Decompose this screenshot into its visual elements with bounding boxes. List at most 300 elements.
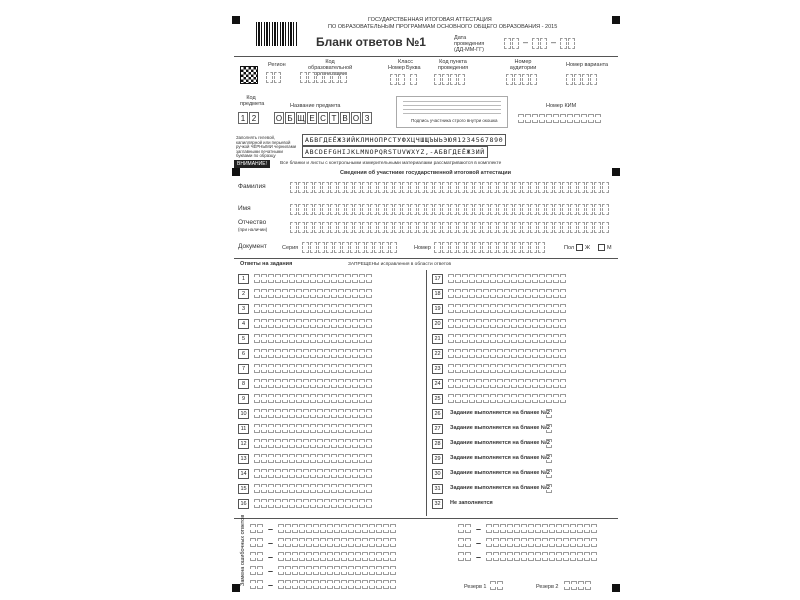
input-cell[interactable] xyxy=(314,204,321,215)
answer-cell[interactable] xyxy=(525,289,531,298)
answer-cell[interactable] xyxy=(345,319,351,328)
answer-cell[interactable] xyxy=(504,379,510,388)
answer-cell[interactable] xyxy=(268,409,274,418)
answer-cell[interactable] xyxy=(317,454,323,463)
input-cell[interactable] xyxy=(426,222,433,233)
answer-cell[interactable] xyxy=(299,580,305,589)
answer-cell[interactable] xyxy=(341,538,347,547)
answer-row[interactable] xyxy=(254,334,372,343)
answer-cell[interactable] xyxy=(455,349,461,358)
answer-cell[interactable] xyxy=(331,454,337,463)
answer-cell[interactable] xyxy=(338,499,344,508)
answer-cell[interactable] xyxy=(511,304,517,313)
answer-cell[interactable] xyxy=(366,469,372,478)
answer-cell[interactable] xyxy=(261,379,267,388)
answer-cell[interactable] xyxy=(278,580,284,589)
answer-cell[interactable] xyxy=(310,379,316,388)
input-cell[interactable] xyxy=(514,222,521,233)
input-cell[interactable] xyxy=(402,222,409,233)
answer-cell[interactable] xyxy=(289,304,295,313)
answer-cell[interactable] xyxy=(345,274,351,283)
part2-mark[interactable] xyxy=(546,454,552,463)
answer-cell[interactable] xyxy=(476,334,482,343)
answer-cell[interactable] xyxy=(352,379,358,388)
answer-cell[interactable] xyxy=(584,552,590,561)
input-cell[interactable] xyxy=(602,204,609,215)
answer-cell[interactable] xyxy=(306,566,312,575)
answer-cell[interactable] xyxy=(521,524,527,533)
answer-cell[interactable] xyxy=(483,304,489,313)
answer-cell[interactable] xyxy=(250,566,256,575)
answer-cell[interactable] xyxy=(549,552,555,561)
replacement-number-cells[interactable] xyxy=(458,538,471,547)
answer-cell[interactable] xyxy=(362,524,368,533)
answer-cell[interactable] xyxy=(486,552,492,561)
input-cell[interactable] xyxy=(386,204,393,215)
answer-cell[interactable] xyxy=(390,566,396,575)
answer-cell[interactable] xyxy=(448,349,454,358)
answer-cell[interactable] xyxy=(254,349,260,358)
answer-cell[interactable] xyxy=(359,319,365,328)
answer-cell[interactable] xyxy=(366,484,372,493)
answer-cell[interactable] xyxy=(275,469,281,478)
answer-cell[interactable] xyxy=(359,469,365,478)
answer-cell[interactable] xyxy=(493,538,499,547)
replacement-answer-cells[interactable] xyxy=(486,524,597,533)
answer-cell[interactable] xyxy=(254,334,260,343)
org-code-field[interactable] xyxy=(300,72,347,83)
answer-cell[interactable] xyxy=(511,289,517,298)
input-cell[interactable] xyxy=(554,222,561,233)
reserve1-field[interactable] xyxy=(490,581,503,590)
answer-cell[interactable] xyxy=(310,349,316,358)
answer-cell[interactable] xyxy=(490,319,496,328)
answer-cell[interactable] xyxy=(278,552,284,561)
answer-cell[interactable] xyxy=(310,424,316,433)
answer-cell[interactable] xyxy=(490,379,496,388)
answer-cell[interactable] xyxy=(275,364,281,373)
answer-cell[interactable] xyxy=(275,439,281,448)
answer-cell[interactable] xyxy=(465,524,471,533)
answer-cell[interactable] xyxy=(359,394,365,403)
answer-cell[interactable] xyxy=(532,289,538,298)
input-cell[interactable] xyxy=(586,204,593,215)
answer-cell[interactable] xyxy=(289,289,295,298)
answer-cell[interactable] xyxy=(341,580,347,589)
answer-cell[interactable] xyxy=(299,552,305,561)
answer-cell[interactable] xyxy=(303,469,309,478)
answer-cell[interactable] xyxy=(268,319,274,328)
answer-cell[interactable] xyxy=(275,499,281,508)
answer-cell[interactable] xyxy=(366,304,372,313)
answer-cell[interactable] xyxy=(369,538,375,547)
replacement-number-cells[interactable] xyxy=(250,538,263,547)
answer-cell[interactable] xyxy=(556,552,562,561)
answer-cell[interactable] xyxy=(261,454,267,463)
answer-row[interactable] xyxy=(448,364,566,373)
answer-cell[interactable] xyxy=(490,304,496,313)
answer-cell[interactable] xyxy=(289,364,295,373)
answer-cell[interactable] xyxy=(483,364,489,373)
point-code-field[interactable] xyxy=(434,74,465,85)
answer-cell[interactable] xyxy=(317,364,323,373)
answer-cell[interactable] xyxy=(275,484,281,493)
answer-cell[interactable] xyxy=(327,566,333,575)
answer-cell[interactable] xyxy=(448,394,454,403)
input-cell[interactable] xyxy=(450,222,457,233)
answer-cell[interactable] xyxy=(338,409,344,418)
answer-cell[interactable] xyxy=(352,484,358,493)
answer-cell[interactable] xyxy=(500,538,506,547)
answer-row[interactable] xyxy=(254,319,372,328)
room-number-field[interactable] xyxy=(506,74,537,85)
answer-cell[interactable] xyxy=(268,499,274,508)
answer-cell[interactable] xyxy=(539,364,545,373)
answer-cell[interactable] xyxy=(345,454,351,463)
answer-cell[interactable] xyxy=(542,552,548,561)
answer-cell[interactable] xyxy=(254,394,260,403)
answer-cell[interactable] xyxy=(296,334,302,343)
replacement-answer-cells[interactable] xyxy=(278,538,396,547)
answer-cell[interactable] xyxy=(577,524,583,533)
input-cell[interactable] xyxy=(522,222,529,233)
class-field[interactable] xyxy=(390,74,417,85)
input-cell[interactable] xyxy=(434,182,441,193)
input-cell[interactable] xyxy=(522,242,529,253)
answer-cell[interactable] xyxy=(278,566,284,575)
answer-cell[interactable] xyxy=(553,289,559,298)
answer-cell[interactable] xyxy=(317,349,323,358)
answer-cell[interactable] xyxy=(348,566,354,575)
input-cell[interactable] xyxy=(458,242,465,253)
subject-name-field[interactable]: О Б Щ Е С Т В О З xyxy=(274,112,372,124)
answer-cell[interactable] xyxy=(317,484,323,493)
answer-cell[interactable] xyxy=(455,379,461,388)
part2-mark[interactable] xyxy=(546,469,552,478)
input-cell[interactable] xyxy=(474,182,481,193)
answer-cell[interactable] xyxy=(285,566,291,575)
answer-cell[interactable] xyxy=(292,566,298,575)
answer-cell[interactable] xyxy=(250,524,256,533)
input-cell[interactable] xyxy=(530,222,537,233)
answer-row[interactable] xyxy=(254,409,372,418)
answer-cell[interactable] xyxy=(317,499,323,508)
answer-cell[interactable] xyxy=(331,379,337,388)
answer-cell[interactable] xyxy=(591,552,597,561)
input-cell[interactable] xyxy=(594,182,601,193)
answer-cell[interactable] xyxy=(376,538,382,547)
number-field[interactable] xyxy=(434,242,545,253)
answer-cell[interactable] xyxy=(306,552,312,561)
answer-cell[interactable] xyxy=(546,364,552,373)
answer-cell[interactable] xyxy=(306,580,312,589)
answer-cell[interactable] xyxy=(476,304,482,313)
answer-cell[interactable] xyxy=(289,424,295,433)
answer-cell[interactable] xyxy=(556,538,562,547)
input-cell[interactable] xyxy=(330,204,337,215)
answer-cell[interactable] xyxy=(546,394,552,403)
answer-cell[interactable] xyxy=(507,538,513,547)
answer-cell[interactable] xyxy=(250,580,256,589)
answer-cell[interactable] xyxy=(500,552,506,561)
answer-cell[interactable] xyxy=(254,454,260,463)
answer-cell[interactable] xyxy=(282,439,288,448)
part2-mark[interactable] xyxy=(546,409,552,418)
answer-cell[interactable] xyxy=(532,334,538,343)
input-cell[interactable] xyxy=(442,222,449,233)
input-cell[interactable] xyxy=(466,222,473,233)
answer-cell[interactable] xyxy=(383,552,389,561)
answer-cell[interactable] xyxy=(366,409,372,418)
answer-cell[interactable] xyxy=(542,524,548,533)
answer-cell[interactable] xyxy=(366,274,372,283)
answer-cell[interactable] xyxy=(261,409,267,418)
input-cell[interactable] xyxy=(482,242,489,253)
answer-cell[interactable] xyxy=(282,319,288,328)
answer-cell[interactable] xyxy=(254,319,260,328)
answer-cell[interactable] xyxy=(352,424,358,433)
answer-cell[interactable] xyxy=(296,364,302,373)
answer-cell[interactable] xyxy=(458,538,464,547)
answer-cell[interactable] xyxy=(352,304,358,313)
input-cell[interactable] xyxy=(586,222,593,233)
answer-cell[interactable] xyxy=(324,454,330,463)
answer-cell[interactable] xyxy=(303,484,309,493)
answer-cell[interactable] xyxy=(359,409,365,418)
answer-cell[interactable] xyxy=(348,580,354,589)
answer-cell[interactable] xyxy=(553,379,559,388)
answer-cell[interactable] xyxy=(462,379,468,388)
answer-cell[interactable] xyxy=(359,304,365,313)
input-cell[interactable] xyxy=(538,242,545,253)
answer-cell[interactable] xyxy=(289,409,295,418)
answer-cell[interactable] xyxy=(327,524,333,533)
answer-cell[interactable] xyxy=(366,364,372,373)
answer-cell[interactable] xyxy=(320,566,326,575)
input-cell[interactable] xyxy=(442,182,449,193)
answer-cell[interactable] xyxy=(497,349,503,358)
input-cell[interactable] xyxy=(370,222,377,233)
answer-row[interactable] xyxy=(448,394,566,403)
answer-cell[interactable] xyxy=(289,499,295,508)
answer-row[interactable] xyxy=(254,439,372,448)
answer-cell[interactable] xyxy=(296,379,302,388)
input-cell[interactable] xyxy=(578,204,585,215)
answer-cell[interactable] xyxy=(366,454,372,463)
answer-cell[interactable] xyxy=(532,364,538,373)
answer-cell[interactable] xyxy=(352,469,358,478)
replacement-number-cells[interactable] xyxy=(250,524,263,533)
answer-cell[interactable] xyxy=(282,424,288,433)
answer-cell[interactable] xyxy=(528,524,534,533)
answer-cell[interactable] xyxy=(366,289,372,298)
answer-cell[interactable] xyxy=(560,379,566,388)
answer-cell[interactable] xyxy=(331,304,337,313)
answer-cell[interactable] xyxy=(359,274,365,283)
answer-cell[interactable] xyxy=(462,304,468,313)
answer-cell[interactable] xyxy=(483,394,489,403)
answer-cell[interactable] xyxy=(352,454,358,463)
answer-cell[interactable] xyxy=(465,538,471,547)
answer-cell[interactable] xyxy=(254,304,260,313)
input-cell[interactable] xyxy=(538,204,545,215)
answer-cell[interactable] xyxy=(289,454,295,463)
answer-cell[interactable] xyxy=(324,364,330,373)
answer-cell[interactable] xyxy=(352,499,358,508)
answer-cell[interactable] xyxy=(303,289,309,298)
answer-row[interactable] xyxy=(254,484,372,493)
input-cell[interactable] xyxy=(474,222,481,233)
answer-cell[interactable] xyxy=(497,319,503,328)
answer-cell[interactable] xyxy=(504,394,510,403)
answer-cell[interactable] xyxy=(261,349,267,358)
answer-cell[interactable] xyxy=(359,289,365,298)
answer-cell[interactable] xyxy=(261,334,267,343)
answer-cell[interactable] xyxy=(348,524,354,533)
answer-cell[interactable] xyxy=(549,524,555,533)
answer-cell[interactable] xyxy=(525,319,531,328)
answer-cell[interactable] xyxy=(331,274,337,283)
answer-cell[interactable] xyxy=(390,538,396,547)
answer-cell[interactable] xyxy=(296,439,302,448)
answer-cell[interactable] xyxy=(483,319,489,328)
input-cell[interactable] xyxy=(466,204,473,215)
answer-cell[interactable] xyxy=(483,349,489,358)
input-cell[interactable] xyxy=(514,182,521,193)
input-cell[interactable] xyxy=(322,182,329,193)
answer-cell[interactable] xyxy=(469,379,475,388)
answer-cell[interactable] xyxy=(563,524,569,533)
answer-row[interactable] xyxy=(254,379,372,388)
signature-box[interactable] xyxy=(396,96,508,128)
answer-cell[interactable] xyxy=(560,364,566,373)
answer-cell[interactable] xyxy=(289,439,295,448)
answer-cell[interactable] xyxy=(539,334,545,343)
answer-cell[interactable] xyxy=(331,319,337,328)
replacement-answer-cells[interactable] xyxy=(278,580,396,589)
answer-cell[interactable] xyxy=(331,289,337,298)
answer-cell[interactable] xyxy=(570,538,576,547)
answer-cell[interactable] xyxy=(303,319,309,328)
answer-cell[interactable] xyxy=(462,274,468,283)
answer-cell[interactable] xyxy=(521,552,527,561)
region-field[interactable] xyxy=(266,72,281,83)
answer-cell[interactable] xyxy=(458,524,464,533)
answer-cell[interactable] xyxy=(525,304,531,313)
answer-row[interactable] xyxy=(254,499,372,508)
input-cell[interactable] xyxy=(554,182,561,193)
input-cell[interactable] xyxy=(318,242,325,253)
answer-cell[interactable] xyxy=(528,552,534,561)
answer-row[interactable] xyxy=(448,319,566,328)
answer-cell[interactable] xyxy=(355,524,361,533)
answer-row[interactable] xyxy=(254,274,372,283)
answer-cell[interactable] xyxy=(518,364,524,373)
answer-cell[interactable] xyxy=(355,566,361,575)
answer-cell[interactable] xyxy=(254,379,260,388)
answer-cell[interactable] xyxy=(257,552,263,561)
answer-cell[interactable] xyxy=(324,499,330,508)
answer-cell[interactable] xyxy=(254,424,260,433)
answer-cell[interactable] xyxy=(525,379,531,388)
replacement-number-cells[interactable] xyxy=(458,524,471,533)
answer-cell[interactable] xyxy=(504,289,510,298)
answer-cell[interactable] xyxy=(563,552,569,561)
answer-cell[interactable] xyxy=(483,274,489,283)
answer-row[interactable] xyxy=(254,424,372,433)
answer-cell[interactable] xyxy=(292,552,298,561)
answer-cell[interactable] xyxy=(383,566,389,575)
answer-cell[interactable] xyxy=(352,289,358,298)
kim-number-field[interactable] xyxy=(518,114,601,123)
answer-cell[interactable] xyxy=(310,289,316,298)
input-cell[interactable] xyxy=(378,204,385,215)
input-cell[interactable] xyxy=(362,204,369,215)
answer-cell[interactable] xyxy=(257,538,263,547)
answer-cell[interactable] xyxy=(317,334,323,343)
answer-cell[interactable] xyxy=(359,439,365,448)
answer-cell[interactable] xyxy=(560,304,566,313)
answer-cell[interactable] xyxy=(514,552,520,561)
answer-cell[interactable] xyxy=(334,552,340,561)
answer-cell[interactable] xyxy=(507,552,513,561)
input-cell[interactable] xyxy=(458,222,465,233)
answer-cell[interactable] xyxy=(511,379,517,388)
answer-cell[interactable] xyxy=(345,484,351,493)
input-cell[interactable] xyxy=(538,222,545,233)
answer-cell[interactable] xyxy=(285,524,291,533)
answer-cell[interactable] xyxy=(275,304,281,313)
answer-cell[interactable] xyxy=(376,524,382,533)
answer-cell[interactable] xyxy=(355,580,361,589)
answer-cell[interactable] xyxy=(490,274,496,283)
answer-cell[interactable] xyxy=(278,538,284,547)
answer-cell[interactable] xyxy=(352,319,358,328)
answer-cell[interactable] xyxy=(455,289,461,298)
answer-cell[interactable] xyxy=(584,524,590,533)
input-cell[interactable] xyxy=(538,182,545,193)
input-cell[interactable] xyxy=(434,242,441,253)
answer-cell[interactable] xyxy=(313,580,319,589)
answer-cell[interactable] xyxy=(476,274,482,283)
answer-cell[interactable] xyxy=(497,334,503,343)
answer-cell[interactable] xyxy=(369,580,375,589)
variant-number-field[interactable] xyxy=(566,74,597,85)
input-cell[interactable] xyxy=(338,222,345,233)
answer-row[interactable] xyxy=(254,289,372,298)
answer-cell[interactable] xyxy=(504,364,510,373)
answer-cell[interactable] xyxy=(275,349,281,358)
answer-cell[interactable] xyxy=(275,334,281,343)
input-cell[interactable] xyxy=(298,182,305,193)
input-cell[interactable] xyxy=(434,204,441,215)
input-cell[interactable] xyxy=(498,182,505,193)
input-cell[interactable] xyxy=(370,204,377,215)
answer-cell[interactable] xyxy=(254,364,260,373)
input-cell[interactable] xyxy=(506,242,513,253)
replacement-number-cells[interactable] xyxy=(250,552,263,561)
answer-cell[interactable] xyxy=(324,424,330,433)
answer-cell[interactable] xyxy=(518,379,524,388)
input-cell[interactable] xyxy=(450,182,457,193)
answer-cell[interactable] xyxy=(345,439,351,448)
answer-cell[interactable] xyxy=(518,289,524,298)
answer-cell[interactable] xyxy=(257,580,263,589)
input-cell[interactable] xyxy=(530,242,537,253)
answer-cell[interactable] xyxy=(366,394,372,403)
answer-cell[interactable] xyxy=(455,319,461,328)
answer-cell[interactable] xyxy=(448,274,454,283)
